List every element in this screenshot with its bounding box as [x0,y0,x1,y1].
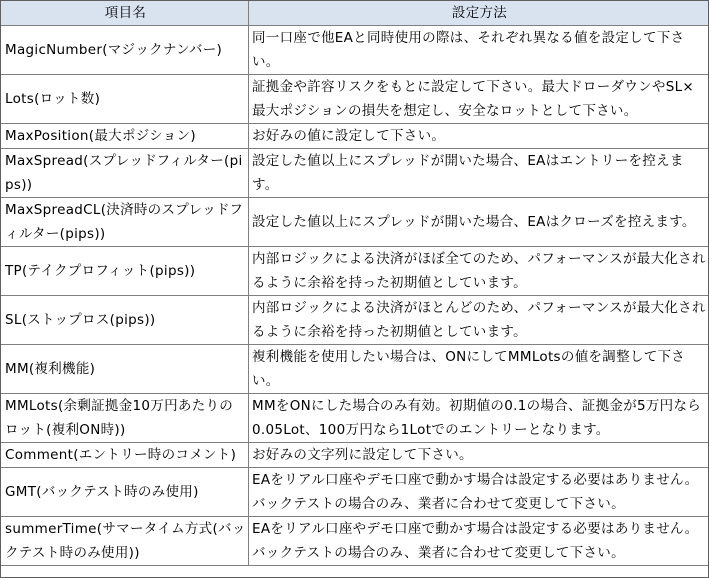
param-description: お好みの文字列に設定して下さい。 [249,443,709,468]
param-description: MMをONにした場合のみ有効。初期値の0.1の場合、証拠金が5万円なら0.05Lot、100万円なら1Lotでのエントリーとなります。 [249,394,709,443]
table-row [1,517,709,566]
param-description: EAをリアル口座やデモ口座で動かす場合は設定する必要はありません。バックテストの場合のみ、業者に合わせて変更して下さい。 [249,517,709,566]
param-description: 同一口座で他EAと同時使用の際は、それぞれ異なる値を設定して下さい。 [249,26,709,75]
table-row [1,149,709,198]
param-name: GMT(バックテスト時のみ使用) [1,468,249,517]
param-description: EAをリアル口座やデモ口座で動かす場合は設定する必要はありません。バックテストの場合のみ、業者に合わせて変更して下さい。 [249,468,709,517]
table-header-row [1,1,709,26]
param-description: 証拠金や許容リスクをもとに設定して下さい。最大ドローダウンやSL×最大ポジションの損失を想定し、安全なロットとして下さい。 [249,75,709,124]
table-row [1,296,709,345]
param-name: MagicNumber(マジックナンバー) [1,26,249,75]
param-description: 内部ロジックによる決済がほぼ全てのため、パフォーマンスが最大化されるように余裕を持った初期値としています。 [249,247,709,296]
param-name: MaxSpreadCL(決済時のスプレッドフィルター(pips)) [1,198,249,247]
param-name: Comment(エントリー時のコメント) [1,443,249,468]
param-description: お好みの値に設定して下さい。 [249,124,709,149]
table-row [1,26,709,75]
param-name: Lots(ロット数) [1,75,249,124]
header-setting-method: 設定方法 [249,1,709,26]
table-row [1,394,709,443]
table-row [1,198,709,247]
param-name: MaxPosition(最大ポジション) [1,124,249,149]
table-row [1,247,709,296]
param-description: 複利機能を使用したい場合は、ONにしてMMLotsの値を調整して下さい。 [249,345,709,394]
header-item-name: 項目名 [1,1,249,26]
table-row [1,124,709,149]
table-row [1,345,709,394]
param-description: 内部ロジックによる決済がほとんどのため、パフォーマンスが最大化されるように余裕を持った初期値としています。 [249,296,709,345]
table-row [1,443,709,468]
table-row [1,75,709,124]
param-name: SL(ストップロス(pips)) [1,296,249,345]
param-description: 設定した値以上にスプレッドが開いた場合、EAはクローズを控えます。 [249,198,709,247]
param-name: summerTime(サマータイム方式(バックテスト時のみ使用)) [1,517,249,566]
param-name: MaxSpread(スプレッドフィルター(pips)) [1,149,249,198]
table-row [1,468,709,517]
param-name: MMLots(余剰証拠金10万円あたりのロット(複利ON時)) [1,394,249,443]
param-name: TP(テイクプロフィット(pips)) [1,247,249,296]
param-name: MM(複利機能) [1,345,249,394]
param-description: 設定した値以上にスプレッドが開いた場合、EAはエントリーを控えます。 [249,149,709,198]
